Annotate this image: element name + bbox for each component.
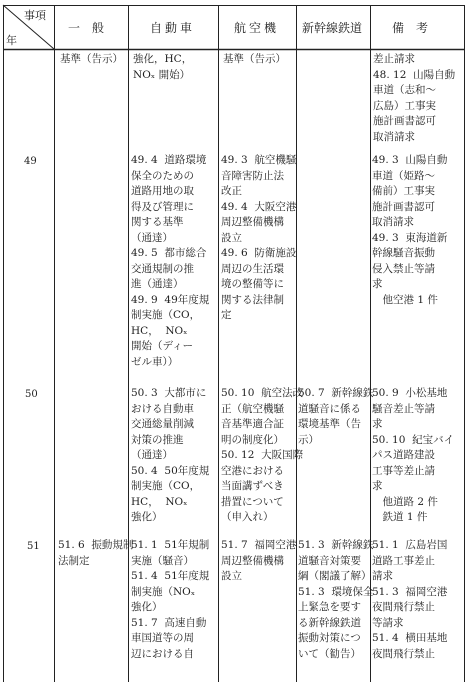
column-header-aircraft: 航空機 [234,21,280,35]
row-50-remarks: 50. 9 小松基地 騒音差止等請 求 50. 10 紀宝バイ パス道路建設 工事等差止請 求 他道路 2 件 鉄道 1 件 [372,387,455,523]
row-0-remarks: 差止請求 48. 12 山陽自動 車道（志和～ 広島）工事実 施計画書認可 取消請求 [373,53,456,143]
column-header-general: 一 般 [68,21,105,35]
header-corner-bottom: 年 [6,34,17,47]
row-51-remarks: 51. 1 広島岩国 道路工事差止 請求 51. 3 福岡空港 夜間飛行禁止 等請求 51. 4 横田基地 夜間飛行禁止 [372,539,448,660]
row-51-shinkansen: 51. 3 新幹線鉄 道騒音対策要 綱（閣議了解） 51. 3 環境保全 上緊急を要す る新幹線鉄道 振動対策につ いて（勧告） [298,539,374,660]
row-50-automobile: 50. 3 大都市に おける自動車 交通総量削減 対策の推進 （通達） 50. 4 50年度規 制実施（CO， HC， NOₓ 強化） [131,387,210,523]
column-header-shinkansen: 新幹線鉄道 [302,21,363,35]
row-51-aircraft: 51. 7 福岡空港 周辺整備機構 設立 [221,539,297,582]
column-header-remarks: 備 考 [392,21,429,35]
header-corner-top: 事項 [24,9,46,22]
row-50-aircraft: 50. 10 航空法改 正（航空機騒 音基準適合証 明の制度化） 50. 12 大阪国際 空港における 当面講ずべき 措置について （申入れ） [221,387,304,523]
row-year-50: 50 [25,389,38,400]
row-50-shinkansen: 50. 7 新幹線鉄 道騒音に係る 環境基準（告 示） [298,387,374,446]
row-49-remarks: 49. 3 山陽自動 車道（姫路～ 備前）工事実 施計画書認可 取消請求 49. 3 東海道新 幹線騒音振動 侵入禁止等請 求 他空港 1 件 [372,154,448,306]
row-0-automobile: 強化，HC， NOₓ 開始） [133,53,193,81]
row-0-general: 基準（告示） [60,53,123,65]
row-51-general: 51. 6 振動規制 法制定 [58,539,134,567]
row-year-51: 51 [27,541,40,552]
row-year-49: 49 [24,156,37,167]
row-49-automobile: 49. 4 道路環境 保全のための 道路用地の取 得及び管理に 関する基準 （通達） 49. 5 都市総合 交通規制の推 進（通達） 49. 9 49年度規 制実施（CO， HC， NOₓ 開始（ディー ゼル車）） [131,154,210,368]
column-header-automobile: 自動車 [150,21,196,35]
row-0-aircraft: 基準（告示） [223,53,286,65]
row-49-aircraft: 49. 3 航空機騒 音障害防止法 改正 49. 4 大阪空港 周辺整備機構 設立 49. 6 防衛施設 周辺の生活環 境の整備等に 関する法律制 定 [221,154,297,321]
row-51-automobile: 51. 1 51年規制 実施（騒音） 51. 4 51年度規 制実施（NOₓ 強化） 51. 7 高速自動 車国道等の周 辺における自 [131,539,210,660]
